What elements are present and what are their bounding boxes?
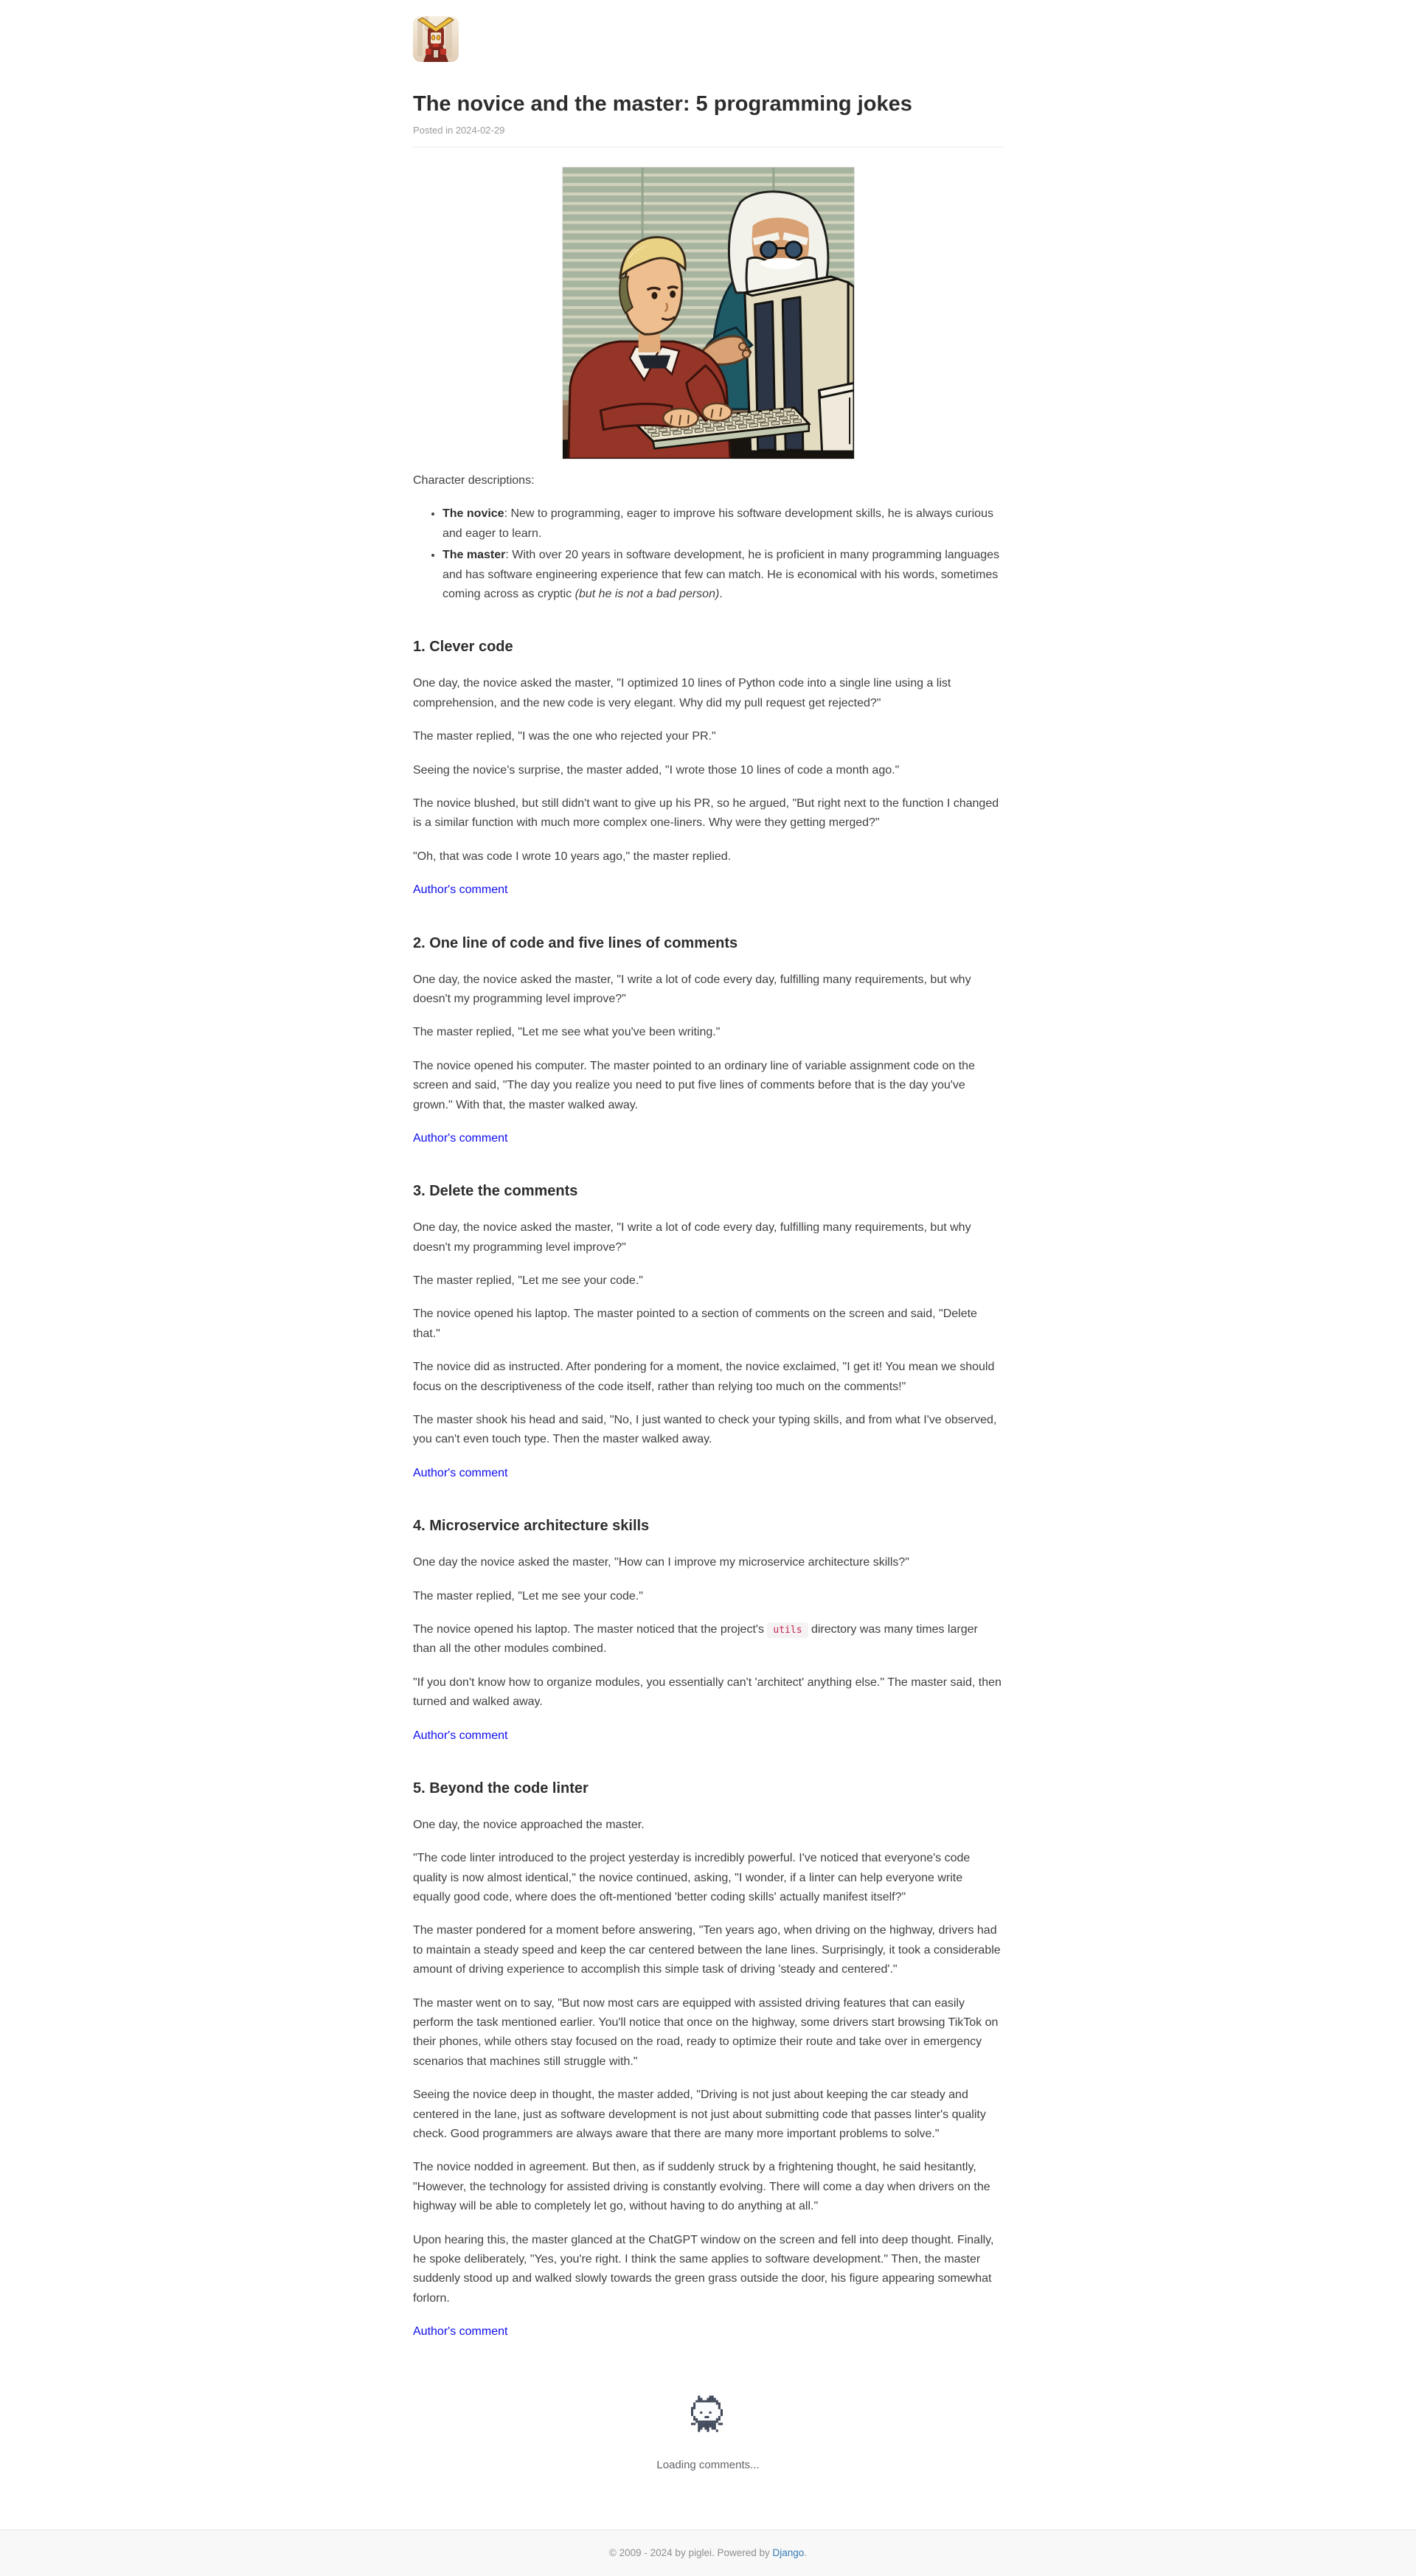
section-heading-2: 2. One line of code and five lines of comments xyxy=(413,934,738,951)
italic-text: (but he is not a bad person) xyxy=(575,588,720,601)
hero-figure xyxy=(413,167,1003,459)
paragraph: "The code linter introduced to the project yesterday is incredibly powerful. I've noticed that everyone's code quality is now almost identical," the novice continued, asking, "I wonder, if a linter can help everyone write equally good code, where does the oft-mentioned 'better coding skills' actually manifest itself?" xyxy=(413,1852,971,1904)
authors-comment-link[interactable]: Author's comment xyxy=(413,1131,508,1145)
authors-comment-row xyxy=(413,1129,1003,1148)
paragraph: The novice nodded in agreement. But then, as if suddenly struck by a frightening thought, he said hesitantly, "However, the technology for assisted driving is constantly evolving. There will come a day when drivers on the highway will be able to completely let go, without having to do anything at all." xyxy=(413,2161,990,2213)
authors-comment-row xyxy=(413,881,1003,900)
section-heading-1: 1. Clever code xyxy=(413,639,513,656)
footer xyxy=(0,2530,1416,2576)
character-list-item: • The novice: New to programming, eager to improve his software development skills, he is always curious and eager to learn. xyxy=(442,504,1003,544)
character-name: The master xyxy=(442,549,506,562)
site-logo-link[interactable] xyxy=(413,16,459,62)
character-descriptions-intro: Character descriptions: xyxy=(413,474,535,487)
paragraph: The master replied, "Let me see your code." xyxy=(413,1589,643,1603)
character-list xyxy=(413,504,1003,604)
paragraph: Seeing the novice deep in thought, the master added, "Driving is not just about keeping the car steady and centered in the lane, just as software development is not just about submitting code that passes linter's quality check. Good programmers are always aware that there are many more important problems to solve." xyxy=(413,2089,986,2140)
character-name: The novice xyxy=(442,507,504,521)
paragraph: The master shook his head and said, "No, I just wanted to check your typing skills, and from what I've observed, you can't even touch type. Then the master walked away. xyxy=(413,1414,997,1446)
paragraph: One day, the novice asked the master, "I write a lot of code every day, fulfilling many requirements, but why doesn't my programming level improve?" xyxy=(413,1221,971,1254)
section-heading-4: 4. Microservice architecture skills xyxy=(413,1518,650,1535)
authors-comment-row xyxy=(413,2322,1003,2341)
paragraph: Seeing the novice's surprise, the master added, "I wrote those 10 lines of code a month ago." xyxy=(413,763,900,777)
paragraph: The novice opened his computer. The master pointed to an ordinary line of variable assignment code on the screen and said, "The day you realize you need to put five lines of comments before that is the day you've grown." With that, the master walked away. xyxy=(413,1059,975,1111)
paragraph: The novice did as instructed. After pondering for a moment, the novice exclaimed, "I get it! You mean we should focus on the descriptiveness of the code itself, rather than relying too much on the comments!" xyxy=(413,1361,995,1393)
paragraph: The novice blushed, but still didn't want to give up his PR, so he argued, "But right next to the function I changed is a similar function with much more complex one-liners. Why were they getting merged?" xyxy=(413,796,999,830)
authors-comment-link[interactable]: Author's comment xyxy=(413,883,508,897)
paragraph: One day, the novice approached the master. xyxy=(413,1818,645,1831)
section-heading-3: 3. Delete the comments xyxy=(413,1183,578,1200)
paragraph: The master replied, "Let me see what you've been writing." xyxy=(413,1026,721,1039)
paragraph: The novice opened his laptop. The master pointed to a section of comments on the screen and said, "Delete that." xyxy=(413,1308,977,1340)
authors-comment-link[interactable]: Author's comment xyxy=(413,1466,508,1479)
paragraph: The master replied, "I was the one who rejected your PR." xyxy=(413,730,716,743)
page-title: The novice and the master: 5 programming jokes xyxy=(413,92,912,117)
pixel-cat-icon xyxy=(691,2395,725,2432)
section-heading-5: 5. Beyond the code linter xyxy=(413,1780,589,1796)
post-sections xyxy=(413,635,1003,2341)
django-link[interactable]: Django xyxy=(772,2547,805,2558)
loading-comments-text: Loading comments... xyxy=(656,2458,760,2471)
post-date: Posted in 2024-02-29 xyxy=(413,124,505,136)
paragraph: The master went on to say, "But now most cars are equipped with assisted driving features that can easily perform the task mentioned earlier. You'll notice that once on the highway, some drivers start browsing TikTok on their phones, while others stay focused on the road, ready to optimize their route and take over in emergency scenarios that machines still struggle with." xyxy=(413,1996,999,2068)
page-container xyxy=(413,0,1003,2530)
paragraph: One day, the novice asked the master, "I optimized 10 lines of Python code into a single line using a list comprehension, and the new code is very elegant. Why did my pull request get rejected?" xyxy=(413,677,951,709)
paragraph: "Oh, that was code I wrote 10 years ago," the master replied. xyxy=(413,850,732,863)
character-list-item: • The master: With over 20 years in software development, he is proficient in many programming languages and has software engineering experience that few can match. He is economical with his words, sometimes coming across as cryptic (but he is not a bad person). xyxy=(442,546,1003,604)
paragraph: The novice opened his laptop. The master noticed that the project's utils directory was many times larger than all the other modules combined. xyxy=(413,1622,978,1656)
authors-comment-row xyxy=(413,1464,1003,1483)
paragraph: The master replied, "Let me see your code." xyxy=(413,1274,643,1288)
authors-comment-row xyxy=(413,1726,1003,1746)
footer-copyright-text: © 2009 - 2024 by piglei. Powered by xyxy=(608,2547,773,2558)
hero-illustration xyxy=(562,167,855,459)
paragraph: One day, the novice asked the master, "I write a lot of code every day, fulfilling many requirements, but why doesn't my programming level improve?" xyxy=(413,973,971,1005)
paragraph: Upon hearing this, the master glanced at the ChatGPT window on the screen and fell into deep thought. Finally, he spoke deliberately, "Yes, you're right. I think the same applies to software development." Then, the master suddenly stood up and walked slowly towards the green grass outside the door, his figure appearing somewhat forlorn. xyxy=(413,2233,994,2305)
authors-comment-link[interactable]: Author's comment xyxy=(413,1729,508,1742)
paragraph: The master pondered for a moment before answering, "Ten years ago, when driving on the highway, drivers had to maintain a steady speed and keep the car centered between the lane lines. Surprisingly, it took a considerable amount of driving experience to accomplish this simple task of driving 'steady and centered'." xyxy=(413,1924,1001,1976)
inline-code: utils xyxy=(767,1622,808,1638)
paragraph: "If you don't know how to organize modules, you essentially can't 'architect' anything else." The master said, then turned and walked away. xyxy=(413,1676,1002,1709)
authors-comment-link[interactable]: Author's comment xyxy=(413,2325,508,2339)
footer-period: . xyxy=(804,2547,808,2558)
robot-logo-icon xyxy=(413,16,459,62)
comments-area xyxy=(413,2395,1003,2530)
paragraph: One day the novice asked the master, "How can I improve my microservice architecture skills?" xyxy=(413,1556,909,1569)
